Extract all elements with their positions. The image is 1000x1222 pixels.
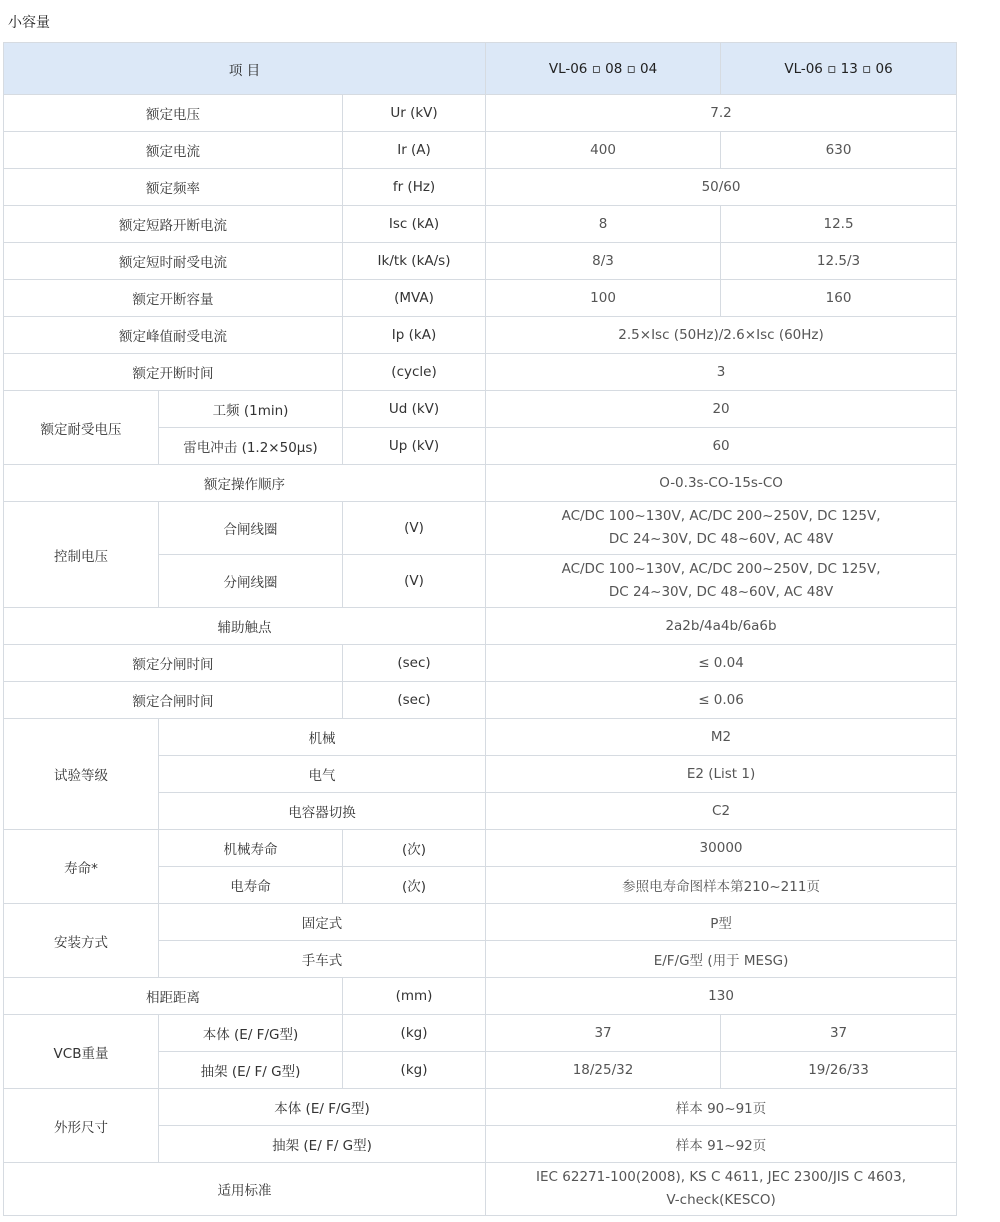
row-value: 30000 [486, 830, 957, 867]
row-unit: (次) [343, 830, 486, 867]
row-value-a: 37 [486, 1015, 721, 1052]
row-value [486, 555, 957, 608]
row-value: P型 [486, 904, 957, 941]
row-unit: (MVA) [343, 280, 486, 317]
table-row [4, 978, 957, 1015]
row-value-a: 8/3 [486, 243, 721, 280]
row-label: 额定峰值耐受电流 [4, 317, 343, 354]
row-value: O-0.3s-CO-15s-CO [486, 465, 957, 502]
row-unit: Ud (kV) [343, 391, 486, 428]
table-header-row [4, 43, 957, 95]
row-label: 电气 [159, 756, 486, 793]
row-unit: Up (kV) [343, 428, 486, 465]
row-label: 机械 [159, 719, 486, 756]
table-row [4, 169, 957, 206]
table-row [4, 502, 957, 555]
group-label: 安装方式 [4, 904, 159, 978]
value-line: DC 24~30V, DC 48~60V, AC 48V [608, 584, 834, 600]
row-value-b: 160 [721, 280, 957, 317]
row-value: M2 [486, 719, 957, 756]
row-label: 额定电流 [4, 132, 343, 169]
row-value: 样本 91~92页 [486, 1126, 957, 1163]
row-value-a: 8 [486, 206, 721, 243]
row-label: 合闸线圈 [159, 502, 343, 555]
row-value: C2 [486, 793, 957, 830]
row-label: 抽架 (E/ F/ G型) [159, 1126, 486, 1163]
row-unit: Ir (A) [343, 132, 486, 169]
row-unit: (kg) [343, 1015, 486, 1052]
row-unit: Ur (kV) [343, 95, 486, 132]
row-value: 参照电寿命图样本第210~211页 [486, 867, 957, 904]
row-label: 额定操作顺序 [4, 465, 486, 502]
row-value-b: 19/26/33 [721, 1052, 957, 1089]
row-value-b: 37 [721, 1015, 957, 1052]
table-row [4, 719, 957, 756]
table-row [4, 354, 957, 391]
row-label: 额定分闸时间 [4, 645, 343, 682]
value-line: AC/DC 100~130V, AC/DC 200~250V, DC 125V, [561, 561, 881, 577]
row-value-a: 400 [486, 132, 721, 169]
table-row [4, 1163, 957, 1216]
row-unit: Ik/tk (kA/s) [343, 243, 486, 280]
group-label: 外形尺寸 [4, 1089, 159, 1163]
row-label: 辅助触点 [4, 608, 486, 645]
group-label: 试验等级 [4, 719, 159, 830]
row-unit: (sec) [343, 645, 486, 682]
row-label: 分闸线圈 [159, 555, 343, 608]
row-value-b: 12.5 [721, 206, 957, 243]
row-label: 固定式 [159, 904, 486, 941]
row-value: ≤ 0.04 [486, 645, 957, 682]
row-label: 额定频率 [4, 169, 343, 206]
table-row [4, 682, 957, 719]
header-model-a: VL-06 ▫ 08 ▫ 04 [486, 43, 721, 95]
row-unit: (次) [343, 867, 486, 904]
row-label: 工频 (1min) [159, 391, 343, 428]
row-label: 本体 (E/ F/G型) [159, 1089, 486, 1126]
value-line: IEC 62271-100(2008), KS C 4611, JEC 2300/JIS C 4603, [536, 1169, 907, 1185]
table-row [4, 317, 957, 354]
table-row [4, 132, 957, 169]
row-label: 相距距离 [4, 978, 343, 1015]
table-row [4, 206, 957, 243]
row-unit: Isc (kA) [343, 206, 486, 243]
row-label: 雷电冲击 (1.2×50μs) [159, 428, 343, 465]
row-value: 50/60 [486, 169, 957, 206]
row-label: 额定电压 [4, 95, 343, 132]
row-label: 额定短时耐受电流 [4, 243, 343, 280]
table-row [4, 280, 957, 317]
group-label: 控制电压 [4, 502, 159, 608]
row-value: 样本 90~91页 [486, 1089, 957, 1126]
row-label: 额定开断时间 [4, 354, 343, 391]
table-row [4, 243, 957, 280]
row-value: 7.2 [486, 95, 957, 132]
value-line: AC/DC 100~130V, AC/DC 200~250V, DC 125V, [561, 508, 881, 524]
table-row [4, 465, 957, 502]
row-label: 额定合闸时间 [4, 682, 343, 719]
row-label: 本体 (E/ F/G型) [159, 1015, 343, 1052]
row-value-a: 18/25/32 [486, 1052, 721, 1089]
row-unit: (mm) [343, 978, 486, 1015]
section-title: 小容量 [8, 15, 50, 31]
header-model-b: VL-06 ▫ 13 ▫ 06 [721, 43, 957, 95]
table-row [4, 608, 957, 645]
row-unit: (sec) [343, 682, 486, 719]
row-label: 额定短路开断电流 [4, 206, 343, 243]
row-value: 2a2b/4a4b/6a6b [486, 608, 957, 645]
row-unit: (V) [343, 502, 486, 555]
row-label: 适用标准 [4, 1163, 486, 1216]
row-unit: Ip (kA) [343, 317, 486, 354]
row-value [486, 502, 957, 555]
row-label: 机械寿命 [159, 830, 343, 867]
row-value: 20 [486, 391, 957, 428]
row-value-b: 630 [721, 132, 957, 169]
row-value: E2 (List 1) [486, 756, 957, 793]
table-row [4, 830, 957, 867]
table-row [4, 95, 957, 132]
header-item: 项 目 [4, 43, 486, 95]
row-value [486, 1163, 957, 1216]
row-value: 2.5×Isc (50Hz)/2.6×Isc (60Hz) [486, 317, 957, 354]
row-value: 60 [486, 428, 957, 465]
table-row [4, 645, 957, 682]
value-line: DC 24~30V, DC 48~60V, AC 48V [608, 531, 834, 547]
group-label: VCB重量 [4, 1015, 159, 1089]
row-unit: fr (Hz) [343, 169, 486, 206]
row-unit: (kg) [343, 1052, 486, 1089]
row-value: E/F/G型 (用于 MESG) [486, 941, 957, 978]
row-value: 3 [486, 354, 957, 391]
row-value: ≤ 0.06 [486, 682, 957, 719]
row-label: 电寿命 [159, 867, 343, 904]
row-value-b: 12.5/3 [721, 243, 957, 280]
table-row [4, 1015, 957, 1052]
row-label: 额定开断容量 [4, 280, 343, 317]
spec-table [3, 42, 957, 1216]
row-unit: (cycle) [343, 354, 486, 391]
row-label: 抽架 (E/ F/ G型) [159, 1052, 343, 1089]
row-label: 电容器切换 [159, 793, 486, 830]
row-value: 130 [486, 978, 957, 1015]
row-unit: (V) [343, 555, 486, 608]
table-row [4, 904, 957, 941]
table-row [4, 391, 957, 428]
group-label: 寿命* [4, 830, 159, 904]
value-line: V-check(KESCO) [666, 1192, 776, 1208]
table-row [4, 1089, 957, 1126]
row-value-a: 100 [486, 280, 721, 317]
row-label: 手车式 [159, 941, 486, 978]
group-label: 额定耐受电压 [4, 391, 159, 465]
